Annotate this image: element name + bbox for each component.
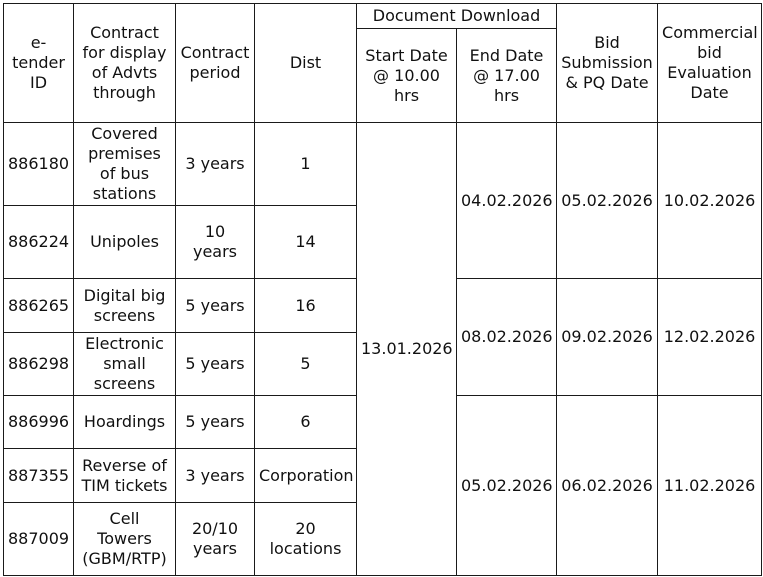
row-dist: 14 bbox=[255, 206, 357, 279]
row-etender-id: 886180 bbox=[4, 123, 74, 206]
row-dist: 1 bbox=[255, 123, 357, 206]
row-dist: 5 bbox=[255, 333, 357, 396]
tender-schedule-table bbox=[3, 3, 762, 576]
row-period: 3 years bbox=[176, 449, 255, 503]
group-2-eval-date: 12.02.2026 bbox=[658, 279, 762, 396]
group-2-bid-date: 09.02.2026 bbox=[557, 279, 658, 396]
group-1-end-date: 04.02.2026 bbox=[457, 123, 557, 279]
group-2-end-date: 08.02.2026 bbox=[457, 279, 557, 396]
row-etender-id: 886298 bbox=[4, 333, 74, 396]
row-contract: Digital big screens bbox=[74, 279, 176, 333]
row-dist: Corporation bbox=[255, 449, 357, 503]
row-contract: Covered premises of bus stations bbox=[74, 123, 176, 206]
group-1-eval-date: 10.02.2026 bbox=[658, 123, 762, 279]
row-etender-id: 886996 bbox=[4, 396, 74, 449]
header-dist: Dist bbox=[255, 4, 357, 123]
header-contract-period: Contract period bbox=[176, 4, 255, 123]
row-period: 3 years bbox=[176, 123, 255, 206]
row-period: 5 years bbox=[176, 333, 255, 396]
row-contract: Cell Towers (GBM/RTP) bbox=[74, 503, 176, 576]
header-start-date: Start Date @ 10.00 hrs bbox=[357, 29, 457, 123]
row-contract: Unipoles bbox=[74, 206, 176, 279]
group-1-bid-date: 05.02.2026 bbox=[557, 123, 658, 279]
row-dist: 6 bbox=[255, 396, 357, 449]
group-3-bid-date: 06.02.2026 bbox=[557, 396, 658, 576]
row-contract: Electronic small screens bbox=[74, 333, 176, 396]
group-3-end-date: 05.02.2026 bbox=[457, 396, 557, 576]
row-contract: Reverse of TIM tickets bbox=[74, 449, 176, 503]
row-dist: 16 bbox=[255, 279, 357, 333]
header-end-date: End Date @ 17.00 hrs bbox=[457, 29, 557, 123]
header-row-1 bbox=[4, 4, 762, 29]
row-period: 5 years bbox=[176, 279, 255, 333]
header-commercial-bid: Commercial bid Evaluation Date bbox=[658, 4, 762, 123]
row-period: 20/10 years bbox=[176, 503, 255, 576]
header-etender-id: e- tender ID bbox=[4, 4, 74, 123]
table-row bbox=[4, 123, 762, 206]
row-etender-id: 886224 bbox=[4, 206, 74, 279]
row-contract: Hoardings bbox=[74, 396, 176, 449]
header-contract-display: Contract for display of Advts through bbox=[74, 4, 176, 123]
row-etender-id: 887355 bbox=[4, 449, 74, 503]
row-etender-id: 887009 bbox=[4, 503, 74, 576]
row-dist: 20 locations bbox=[255, 503, 357, 576]
row-etender-id: 886265 bbox=[4, 279, 74, 333]
header-bid-submission: Bid Submission & PQ Date bbox=[557, 4, 658, 123]
row-period: 5 years bbox=[176, 396, 255, 449]
start-date-cell: 13.01.2026 bbox=[357, 123, 457, 576]
group-3-eval-date: 11.02.2026 bbox=[658, 396, 762, 576]
row-period: 10 years bbox=[176, 206, 255, 279]
header-document-download: Document Download bbox=[357, 4, 557, 29]
